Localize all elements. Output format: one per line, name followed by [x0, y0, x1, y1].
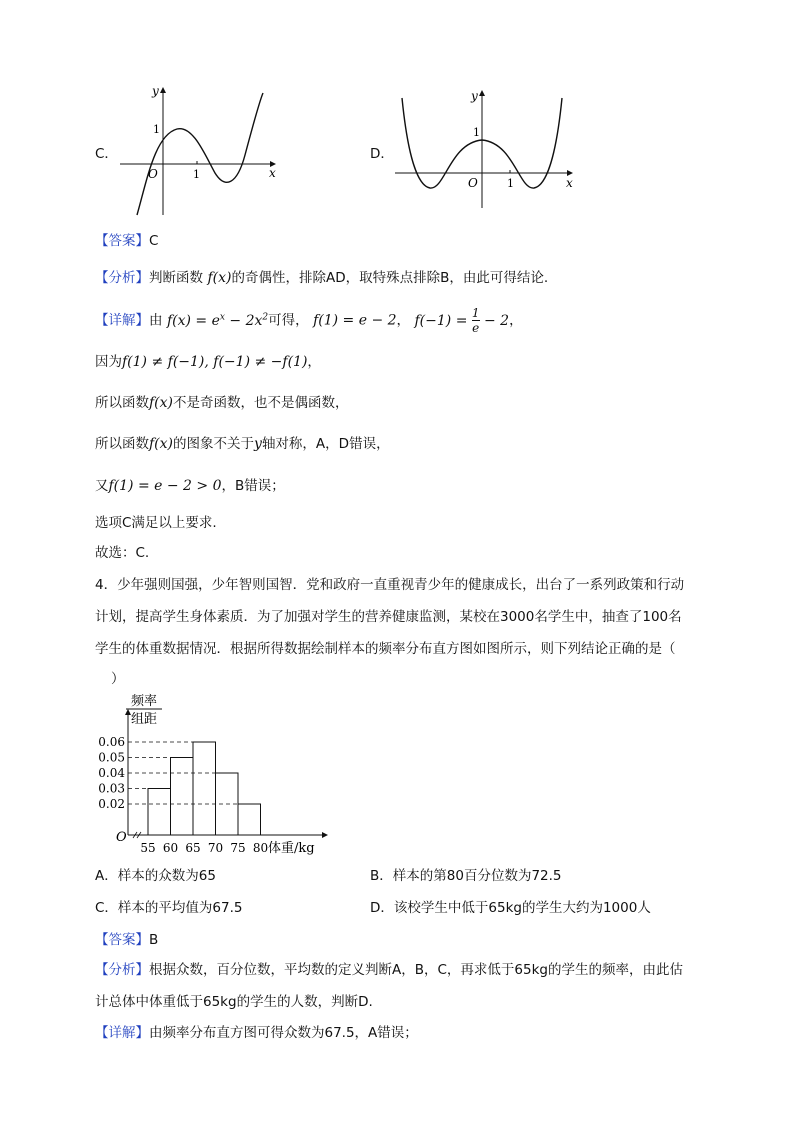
line5-b: ，B错误；	[221, 478, 285, 494]
y-label: y	[471, 89, 478, 103]
analysis-text: 根据众数，百分位数，平均数的定义判断A，B，C，再求低于65kg的学生的频率，由此估	[149, 962, 683, 978]
graph-c	[115, 85, 285, 220]
q4-analysis-line2: 计总体中体重低于65kg的学生的人数，判断D.	[95, 994, 373, 1010]
x-label: x	[566, 176, 573, 190]
detail-text-2: 可得，	[268, 312, 309, 329]
frequency-histogram	[92, 690, 332, 855]
x-tick-label: 75	[230, 841, 246, 855]
q4-option-d: D．该校学生中低于65kg的学生大约为1000人	[370, 900, 651, 916]
x-tick-label: 55	[140, 841, 156, 855]
histogram-bar	[148, 789, 171, 836]
tick-x-1: 1	[193, 168, 200, 181]
math-y: y	[254, 436, 262, 452]
x-tick-label: 60	[162, 841, 179, 855]
math-definition: $f(x) = e^x - 2x^2$	[166, 311, 269, 329]
q3-line6: 选项C满足以上要求.	[95, 515, 217, 531]
q3-detail-line1: 【详解】由 $f(x) = e^x - 2x^2$可得， f(1) = e − 2， f(−1) = $\frac{1}{e}$ − 2，	[95, 306, 523, 335]
curve-c	[137, 93, 263, 215]
histogram-bar	[238, 804, 261, 835]
analysis-text-2: 的奇偶性，排除AD，取特殊点排除B，由此可得结论.	[231, 270, 549, 286]
q4-stem-line3: 学生的体重数据情况．根据所得数据绘制样本的频率分布直方图如图所示，则下列结论正确的是（	[95, 641, 676, 657]
x-tick-label: 70	[207, 841, 224, 855]
q4-analysis-line1	[95, 958, 683, 978]
histogram-bar	[171, 758, 194, 836]
q4-option-c: C．样本的平均值为67.5	[95, 900, 243, 916]
y-tick-label: 0.06	[98, 735, 125, 749]
q4-stem-line4: ）	[111, 671, 125, 687]
y-tick-label: 0.02	[98, 797, 125, 811]
x-axis-label: 体重/kg	[268, 841, 315, 855]
math-fx: f(x)	[149, 395, 174, 411]
q3-line5	[95, 474, 285, 494]
histogram-bar	[193, 742, 216, 835]
answer-value: B	[149, 932, 159, 948]
math-fx: f(x)	[203, 270, 232, 286]
line3-b: 不是奇函数，也不是偶函数，	[173, 395, 349, 411]
q3-analysis	[95, 266, 548, 286]
q4-detail-line1	[95, 1021, 418, 1041]
math-fx: f(x)	[149, 436, 174, 452]
y-label: y	[152, 85, 159, 98]
y-tick-label: 0.03	[98, 781, 125, 796]
option-c-label: C．	[95, 146, 118, 162]
math-f1: f(1) = e − 2	[313, 312, 397, 329]
tick-y-1: 1	[153, 123, 160, 136]
tick-x-1: 1	[507, 177, 514, 190]
line4-b: 的图象不关于	[173, 436, 255, 452]
q4-stem-line1: 4．少年强则国强，少年智则国智．党和政府一直重视青少年的健康成长，出台了一系列政策和行动	[95, 577, 685, 593]
y-tick-label: 0.04	[98, 766, 125, 780]
detail-tag: 【详解】	[95, 1025, 149, 1041]
x-label: x	[269, 166, 276, 180]
math-fneg1: f(−1) = $\frac{1}{e}$ − 2	[414, 306, 510, 335]
x-tick-label: 65	[185, 841, 201, 855]
line4-a: 所以函数	[95, 436, 149, 452]
q3-line7: 故选：C.	[95, 545, 150, 561]
line5-a: 又	[95, 478, 109, 494]
analysis-text: 判断函数	[149, 270, 203, 286]
analysis-tag: 【分析】	[95, 270, 149, 286]
detail-text: 由	[149, 312, 163, 329]
q4-option-a: A．样本的众数为65	[95, 868, 216, 884]
line4-c: 轴对称，A，D错误，	[261, 436, 390, 452]
analysis-tag: 【分析】	[95, 962, 149, 978]
y-label-denominator: 组距	[130, 712, 158, 727]
line3-a: 所以函数	[95, 395, 149, 411]
q4-stem-line2: 计划，提高学生身体素质．为了加强对学生的营养健康监测，某校在3000名学生中，抽查了100名	[95, 609, 682, 625]
tick-y-1: 1	[473, 126, 480, 139]
x-tick-label: 80	[252, 841, 269, 855]
origin-label: O	[116, 830, 127, 845]
y-tick-label: 0.05	[98, 750, 125, 765]
origin-label: O	[468, 176, 478, 190]
math-ineq: f(1) ≠ f(−1), f(−1) ≠ −f(1)	[122, 354, 308, 370]
y-label-numerator: 频率	[130, 694, 158, 709]
option-d-label: D．	[370, 146, 394, 162]
graph-d	[390, 88, 580, 213]
answer-tag: 【答案】	[95, 932, 149, 948]
q3-answer	[95, 229, 158, 249]
q4-option-b: B．样本的第80百分位数为72.5	[370, 868, 562, 884]
answer-tag: 【答案】	[95, 233, 149, 249]
line2-text: 因为	[95, 354, 122, 370]
detail-tag: 【详解】	[95, 312, 149, 329]
q3-line4	[95, 432, 390, 452]
origin-label: O	[148, 167, 158, 181]
answer-value: C	[149, 233, 159, 249]
q3-line3	[95, 391, 349, 411]
detail-text: 由频率分布直方图可得众数为67.5，A错误；	[149, 1025, 418, 1041]
q4-answer	[95, 928, 158, 948]
math-f1-pos: f(1) = e − 2 > 0	[108, 478, 222, 494]
q3-line2: 因为f(1) ≠ f(−1), f(−1) ≠ −f(1)，	[95, 354, 321, 370]
